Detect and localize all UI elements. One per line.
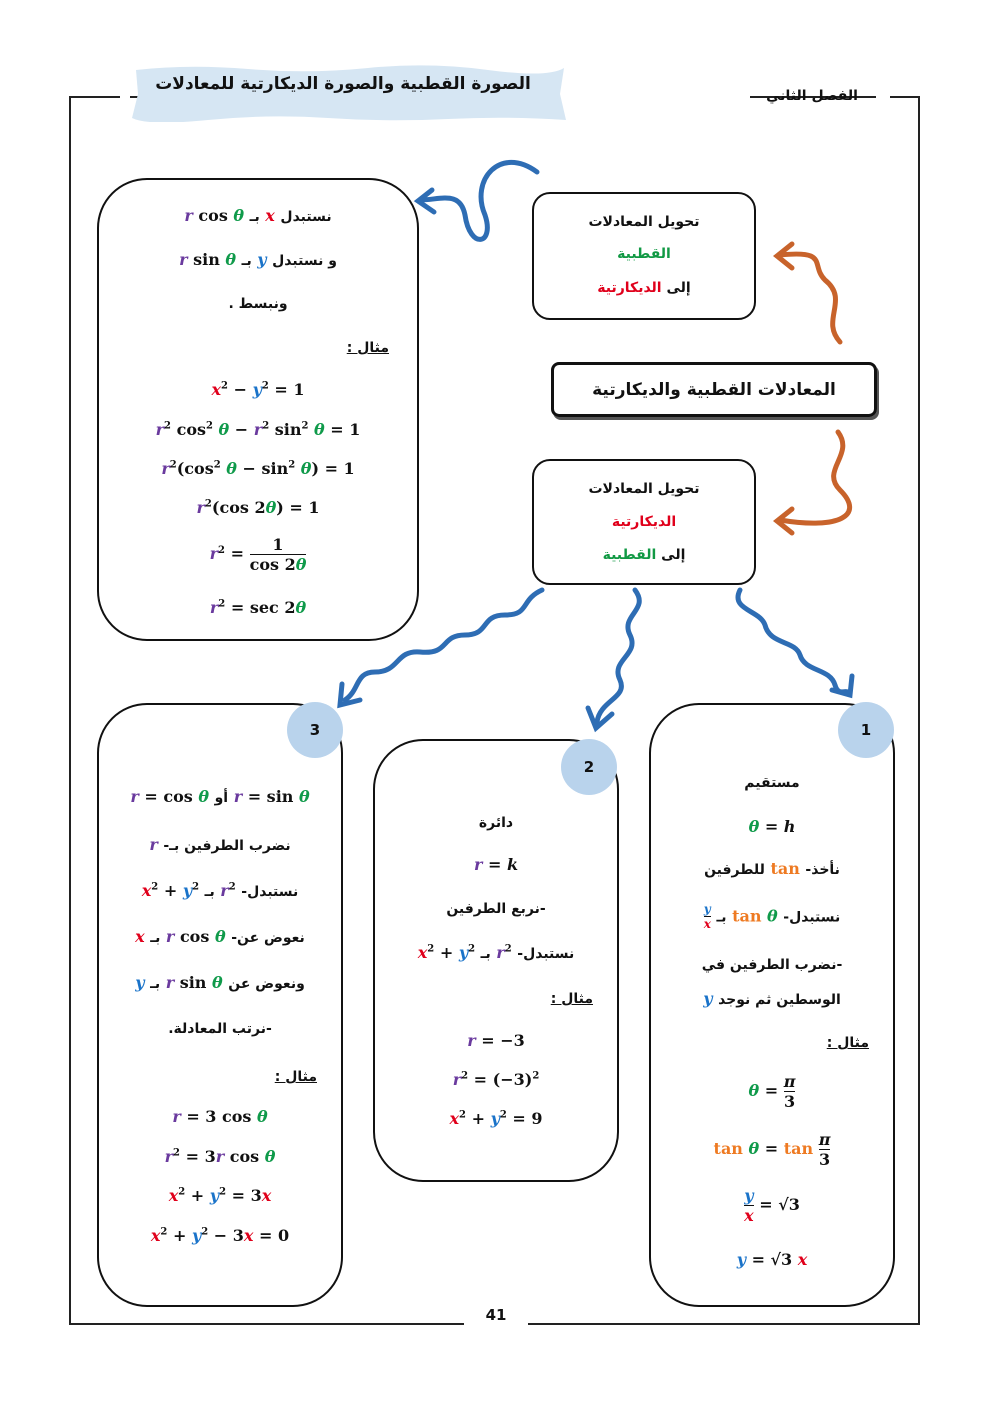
m1-eq-2: tan θ = tan $\frac{\pi}{3}$ <box>713 1130 831 1169</box>
m3-eq-2: $r^2 = 3r$ cos θ <box>164 1147 276 1166</box>
m2-title: دائرة <box>478 815 514 831</box>
m2-step2: $x^2 + y^2$ بـ $r^2$ -نستبدل <box>417 943 575 962</box>
m1-step2: $\frac{y}{x}$ بـ tan θ -نستبدل <box>703 902 841 932</box>
polar-word: القطبية <box>617 246 671 262</box>
page-title: الصورة القطبية والصورة الديكارتية للمعادلات <box>155 74 531 94</box>
m2-step2-text: -نستبدل <box>517 946 575 962</box>
m3-step2: $x^2 + y^2$ بـ $r^2$ -نستبدل <box>141 881 299 900</box>
page-number: 41 <box>485 1306 507 1324</box>
eq-5: $r^2$ = $\frac{1}{\cos 2\theta}$ <box>209 535 307 574</box>
replace-word: نستبدل <box>280 209 332 225</box>
m1-step3-line1: -نضرب الطرفين في <box>701 957 843 973</box>
m1-eq-3: $\frac{y}{x}$ = √3 <box>744 1186 800 1225</box>
eq-3: $r^2(\cos^2$ $\theta - \sin^2 \theta) = 1$ <box>161 459 355 478</box>
m3-step4-text: ونعوض عن <box>228 976 305 992</box>
m3-step2-text: -نستبدل <box>241 884 299 900</box>
method-1-badge: 1 <box>838 702 894 758</box>
chapter-label: الفصل الثاني <box>766 88 858 104</box>
cartesian-word: الديكارتية <box>611 514 677 530</box>
eq-6: $r^2 = \sec 2\theta$ <box>209 598 307 617</box>
method-2-badge: 2 <box>561 739 617 795</box>
with-word: بـ <box>204 884 215 900</box>
or-word: أو <box>214 790 229 806</box>
method-3-badge: 3 <box>287 702 343 758</box>
m3-eq-1: r = 3 cos θ <box>172 1107 268 1126</box>
m1-eq-1: θ = $\frac{\pi}{3}$ <box>748 1072 796 1111</box>
polar-box-line1: تحويل المعادلات <box>588 214 700 230</box>
step-replace-x: r cos θ بـ x نستبدل <box>184 206 332 225</box>
m3-step1: r -نضرب الطرفين بـ <box>149 835 291 854</box>
polar-box-line2 <box>534 246 754 262</box>
polar-box-line3 <box>534 280 754 296</box>
m2-eq-1: r = −3 <box>467 1031 525 1050</box>
m3-eq-3: $x^2 + y^2 = 3x$ <box>168 1186 272 1205</box>
m3-step4: y بـ r sin θ ونعوض عن <box>135 973 305 992</box>
eq-2: $r^2$ $\cos^2 \theta - r^2$ $\sin^2 \theta = 1$ <box>155 420 361 439</box>
m1-step1-tail: للطرفين <box>704 862 765 878</box>
with-word: بـ <box>716 909 727 926</box>
with-word: بـ <box>249 209 260 225</box>
m3-eq-4: $x^2 + y^2 - 3x = 0$ <box>150 1226 290 1245</box>
method-1-box <box>649 703 895 1307</box>
to-word: إلى <box>666 280 691 296</box>
m2-eq-2: $r^2 = (-3)^2$ <box>452 1070 540 1089</box>
cart-box-line3 <box>534 547 754 563</box>
m1-step2-text: -نستبدل <box>783 909 841 926</box>
m1-eq-4: y = √3 x <box>736 1250 808 1269</box>
with-word: بـ <box>150 976 161 992</box>
cart-box-line2 <box>534 514 754 530</box>
with-word: بـ <box>480 946 491 962</box>
m2-eq-3: $x^2 + y^2 = 9$ <box>449 1109 543 1128</box>
m1-equation: θ = h <box>748 817 796 836</box>
with-word: بـ <box>241 253 252 269</box>
m3-equation-forms: r = cos θ أو r = sin θ <box>130 787 310 806</box>
m1-step3-line2: y الوسطين ثم نوجد <box>703 989 841 1008</box>
m1-step1: للطرفين tan -نأخذ <box>704 859 840 878</box>
m3-step5: -نرتب المعادلة. <box>168 1021 272 1037</box>
cart-box-line1: تحويل المعادلات <box>588 481 700 497</box>
polar-steps-box <box>97 178 419 641</box>
cartesian-word: الديكارتية <box>597 280 662 296</box>
m1-example-label: مثال : <box>826 1035 869 1051</box>
m3-step1-text: -نضرب الطرفين بـ <box>163 838 291 854</box>
section-heading: المعادلات القطبية والديكارتية <box>551 362 877 417</box>
and-replace-word: و نستبدل <box>272 253 337 269</box>
m2-example-label: مثال : <box>550 991 593 1007</box>
cartesian-to-polar-box <box>532 459 756 585</box>
polar-to-cartesian-box <box>532 192 756 320</box>
with-word: بـ <box>150 930 161 946</box>
m3-example-label: مثال : <box>274 1069 317 1085</box>
m1-title: مستقيم <box>744 775 800 791</box>
eq-1: $x^2 - y^2 = 1$ <box>211 380 305 399</box>
m1-step1-text: -نأخذ <box>805 862 840 878</box>
m2-equation: r = k <box>473 855 519 874</box>
polar-word: القطبية <box>602 547 657 563</box>
method-2-box <box>373 739 619 1182</box>
method-3-box <box>97 703 343 1307</box>
m3-step3-text: -نعوض عن <box>231 930 305 946</box>
m1-step3-line2-text: الوسطين ثم نوجد <box>718 992 841 1008</box>
step-simplify: ونبسط . <box>228 296 288 312</box>
m2-step1: -نربع الطرفين <box>446 901 546 917</box>
step-replace-y: r sin θ بـ y و نستبدل <box>179 250 337 269</box>
example-label: مثال : <box>346 340 389 356</box>
eq-4: $r^2(\cos$ 2θ) = 1 <box>196 498 320 517</box>
to-word: إلى <box>661 547 686 563</box>
m3-step3: x بـ r cos θ -نعوض عن <box>135 927 305 946</box>
